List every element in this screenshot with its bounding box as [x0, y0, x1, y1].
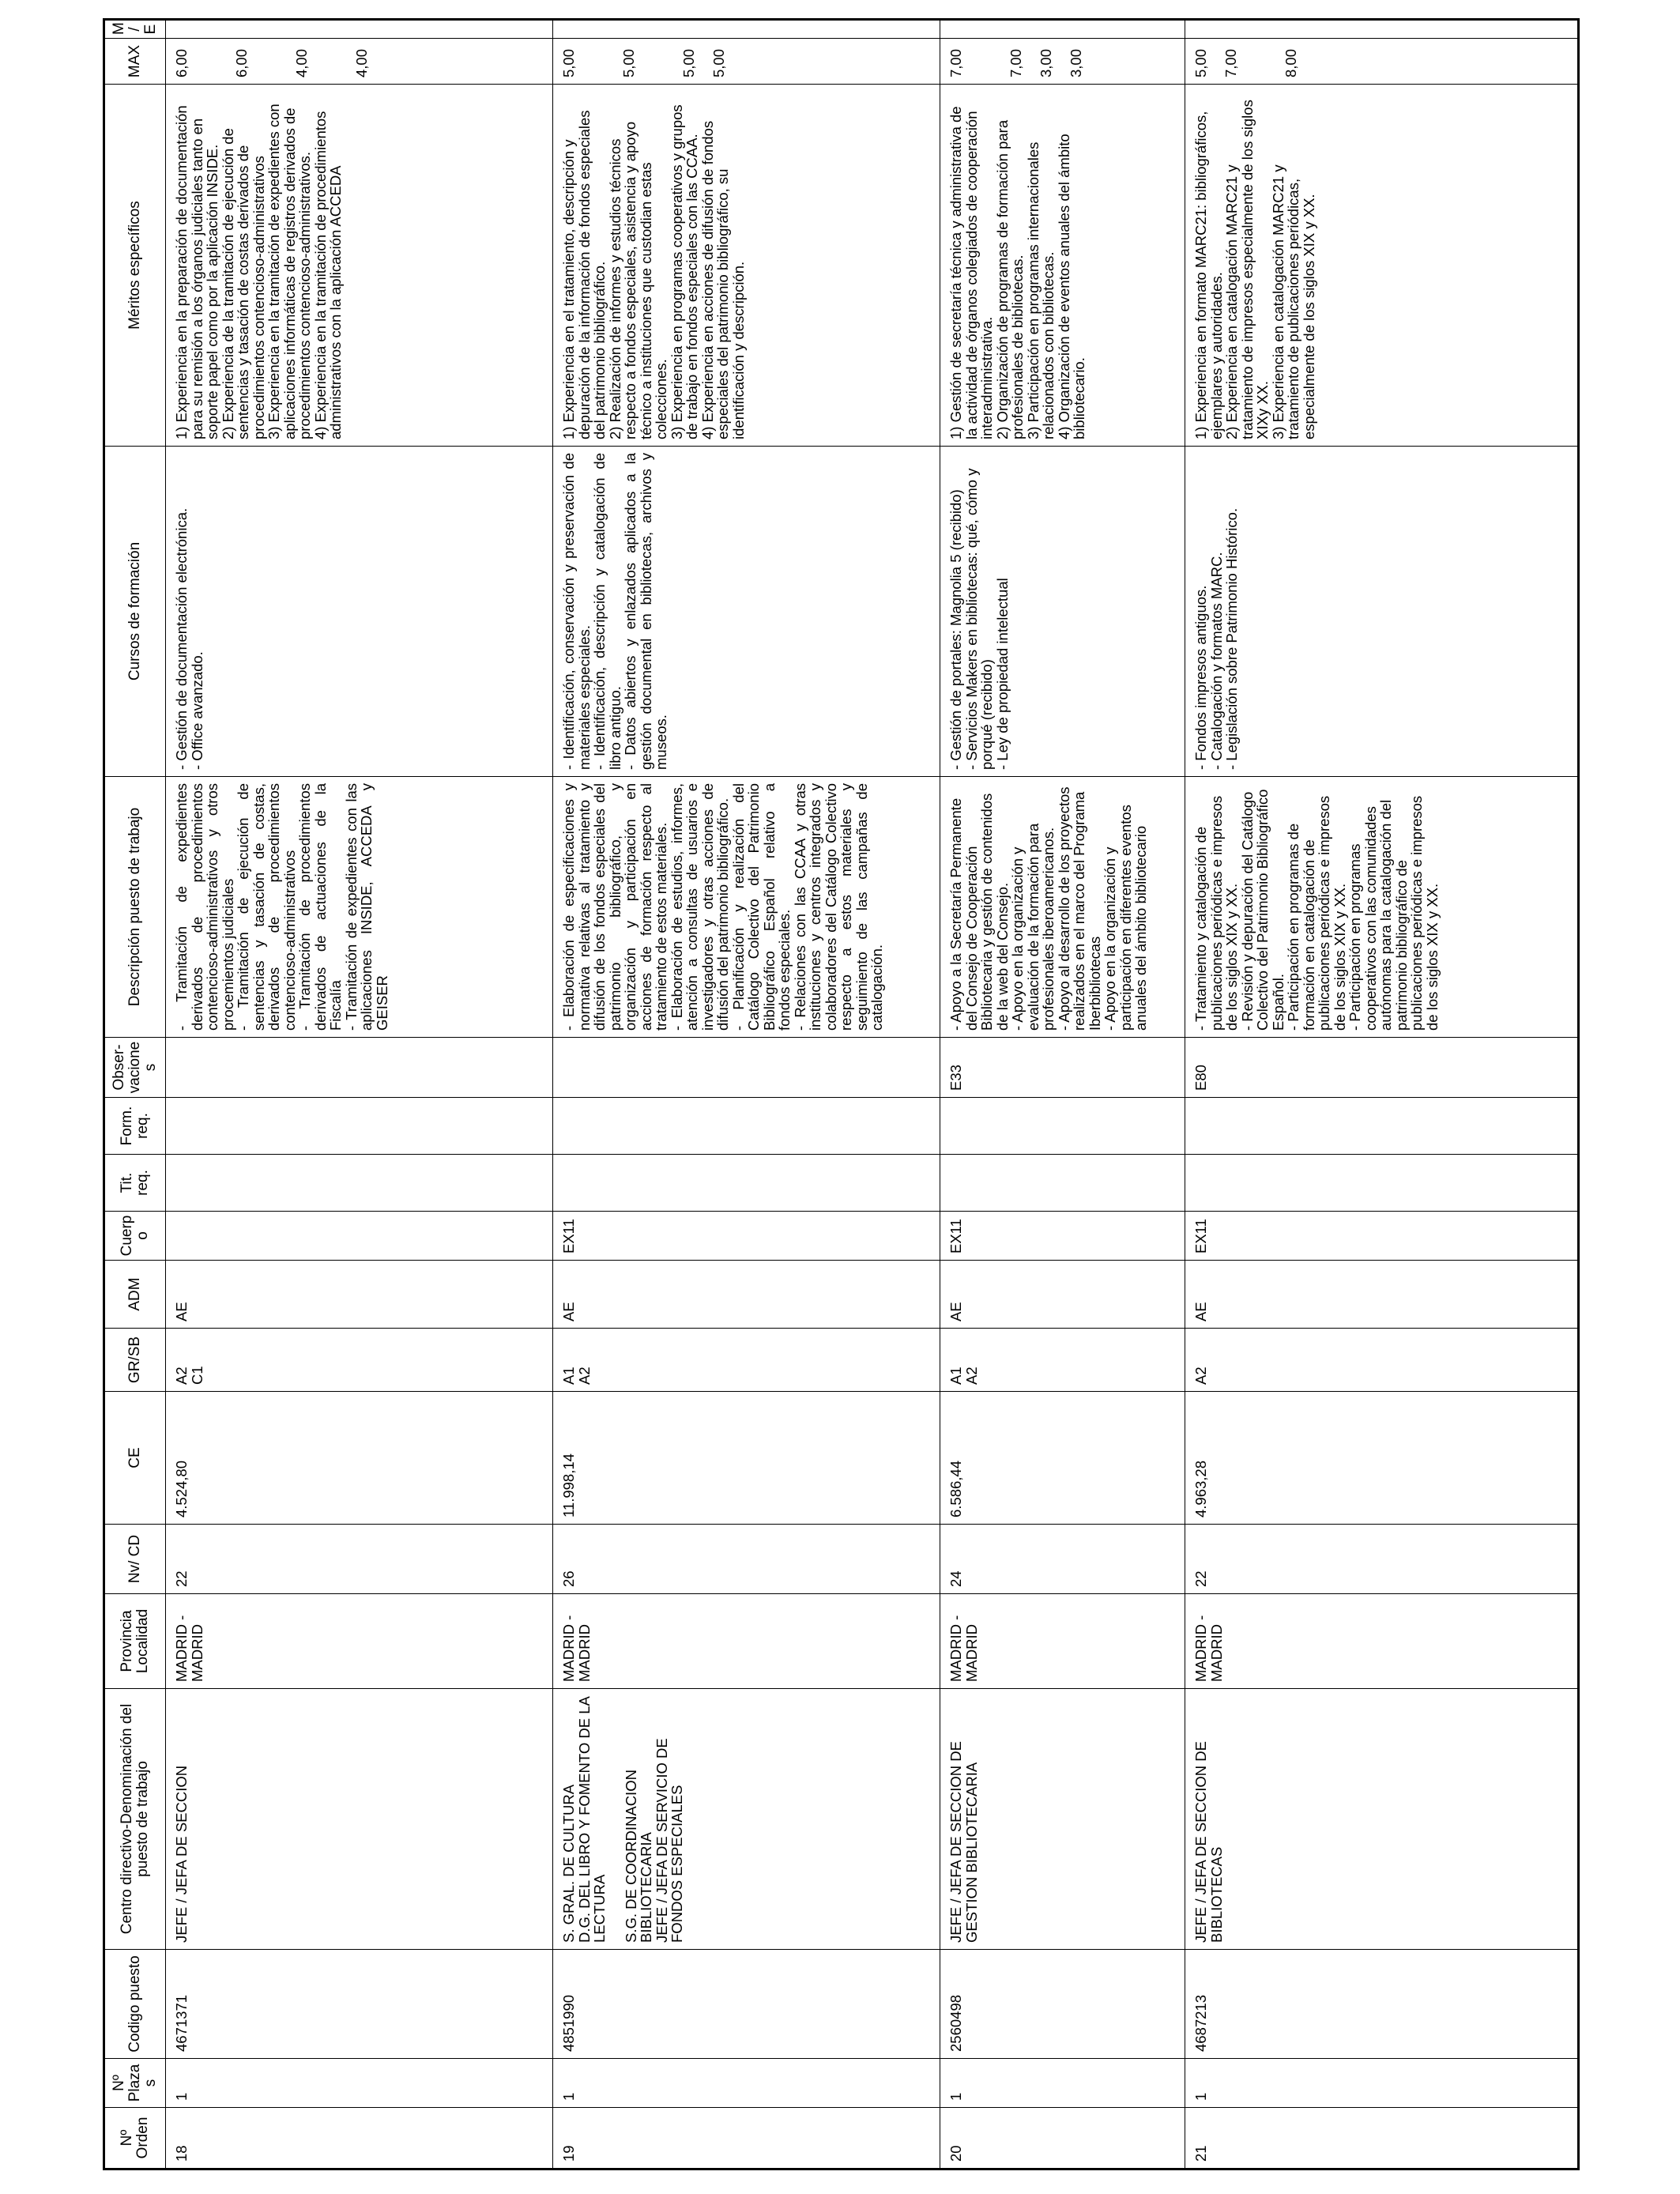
header-cursos: Cursos de formación	[104, 447, 166, 777]
cell-meritos: 1) Experiencia en la preparación de documentación para su remisión a los órganos judiciales tanto en soporte papel como por la aplicación INSIDE. 2) Experiencia de la tramitación de ejecución de sentencias y tasación de costas derivados de procedimientos contencioso-administrativos 3) Experiencia en la tramitación de expedientes con aplicaciones informáticas de registros derivados de procedimientos contencioso-administrativos. 4) Experiencia en la tramitación de procedimientos administrativos con la aplicación ACCEDA	[166, 85, 553, 447]
table-row	[940, 20, 1185, 2169]
cell-centro: JEFE / JEFA DE SECCION DE BIBLIOTECAS	[1185, 1689, 1579, 1950]
cell-obs	[553, 1038, 940, 1098]
cell-nivel: 24	[940, 1525, 1185, 1594]
header-max: MAX	[104, 39, 166, 85]
cell-cuerpo: EX11	[940, 1212, 1185, 1261]
cell-codigo: 2560498	[940, 1950, 1185, 2059]
centro-puesto: JEFE / JEFA DE SERVICIO DE FONDOS ESPECIALES	[653, 1738, 685, 1943]
cell-me	[553, 20, 940, 39]
cell-descripcion: - Elaboración de especificaciones y normativa relativas al tratamiento y difusión de los fondos especiales del patrimonio bibliográfico, y organización y participación en acciones de formación respecto al tratamiento de estos materiales. - Elaboración de estudios, informes, atención a consultas de usuarios e investigadores y otras acciones de difusión del patrimonio bibliográfico. - Planificación y realización del Catálogo Colectivo del Patrimonio Bibliográfico Español relativo a fondos especiales. - Relaciones con las CCAA y otras instituciones y centros integrados y colaboradores del Catálogo Colectivo respecto a estos materiales y seguimiento de las campañas de catalogación.	[553, 777, 940, 1038]
cell-centro: JEFE / JEFA DE SECCION	[166, 1689, 553, 1950]
cell-provincia: MADRID - MADRID	[553, 1594, 940, 1689]
cell-provincia: MADRID - MADRID	[940, 1594, 1185, 1689]
cell-nivel: 22	[1185, 1525, 1579, 1594]
cell-adm: AE	[1185, 1261, 1579, 1329]
cell-obs	[166, 1038, 553, 1098]
positions-table	[103, 18, 1580, 2170]
table-row	[166, 20, 553, 2169]
cell-cuerpo: EX11	[553, 1212, 940, 1261]
cell-orden: 20	[940, 2108, 1185, 2169]
rotated-page	[103, 21, 1571, 2170]
cell-tit	[940, 1155, 1185, 1212]
cell-grupo	[553, 1329, 940, 1392]
cell-ce: 6.586,44	[940, 1392, 1185, 1525]
cell-orden: 18	[166, 2108, 553, 2169]
header-cuerpo: Cuerpo	[104, 1212, 166, 1261]
cell-adm: AE	[940, 1261, 1185, 1329]
cell-cuerpo: EX11	[1185, 1212, 1579, 1261]
header-plazas: Nº Plazas	[104, 2059, 166, 2108]
max-value: 7,00	[947, 48, 964, 77]
max-value: 6,00	[233, 48, 250, 77]
cell-grupo	[1185, 1329, 1579, 1392]
cell-ce: 4.963,28	[1185, 1392, 1579, 1525]
max-value: 4,00	[353, 48, 370, 77]
cell-nivel: 22	[166, 1525, 553, 1594]
header-orden: Nº Orden	[104, 2108, 166, 2169]
cell-ce: 4.524,80	[166, 1392, 553, 1525]
cell-plazas: 1	[1185, 2059, 1579, 2108]
cell-form	[940, 1098, 1185, 1155]
header-tit: Tit. req.	[104, 1155, 166, 1212]
cell-grupo	[940, 1329, 1185, 1392]
grupo-line: A1	[947, 1367, 964, 1385]
cell-max	[166, 39, 553, 85]
header-centro: Centro directivo-Denominación del puesto de trabajo	[104, 1689, 166, 1950]
cell-tit	[553, 1155, 940, 1212]
cell-max	[553, 39, 940, 85]
cell-meritos: 1) Gestión de secretaría técnica y administrativa de la actividad de órganos colegiados de cooperación interadministrativa. 2) Organización de programas de formación para profesionales de bibliotecas. 3) Participación en programas internacionales relacionados con bibliotecas. 4) Organización de eventos anuales del ámbito bibliotecario.	[940, 85, 1185, 447]
centro-org-line: S.G. DE COORDINACION BIBLIOTECARIA	[622, 1770, 654, 1943]
cell-descripcion: - Tramitación de expedientes derivados de procedimientos contencioso-administrativos y otros procemientos judiciales - Tramitación de ejecución de sentencias y tasación de costas, derivados de procedimientos contencioso-administrativos - Tramitación de procedimientos derivados de actuaciones de la Fiscalía - Tramitación de expedientes con las aplicaciones INSIDE, ACCEDA y GEISER	[166, 777, 553, 1038]
cell-plazas: 1	[166, 2059, 553, 2108]
grupo-line: A2	[962, 1367, 980, 1385]
cell-obs: E80	[1185, 1038, 1579, 1098]
max-value: 7,00	[1222, 48, 1239, 77]
max-value: 5,00	[620, 48, 637, 77]
cell-provincia: MADRID - MADRID	[166, 1594, 553, 1689]
max-value: 5,00	[1192, 48, 1209, 77]
max-value: 4,00	[293, 48, 310, 77]
cell-codigo: 4671371	[166, 1950, 553, 2059]
cell-grupo	[166, 1329, 553, 1392]
cell-adm: AE	[166, 1261, 553, 1329]
cell-codigo: 4851990	[553, 1950, 940, 2059]
cell-centro: JEFE / JEFA DE SECCION DE GESTION BIBLIOTECARIA	[940, 1689, 1185, 1950]
cell-form	[553, 1098, 940, 1155]
grupo-line: A2	[575, 1367, 593, 1385]
cell-cursos: - Gestión de portales: Magnolia 5 (recibido) - Servicios Makers en bibliotecas: qué, cómo y porqué (recibido) - Ley de propiedad intelectual	[940, 447, 1185, 777]
cell-adm: AE	[553, 1261, 940, 1329]
grupo-line: A1	[560, 1367, 577, 1385]
header-grupo: GR/SB	[104, 1329, 166, 1392]
header-row	[104, 20, 166, 2169]
cell-descripcion: - Apoyo a la Secretaría Permanente del Consejo de Cooperación Bibliotecaria y gestión de contenidos de la web del Consejo. - Apoyo en la organización y evaluación de la formación para profesionales iberoamericanos. - Apoyo al desarrollo de los proyectos realizados en el marco del Programa Iberbibliotecas - Apoyo en la organización y participación en diferentes eventos anuales del ámbito bibliotecario	[940, 777, 1185, 1038]
max-value: 3,00	[1068, 48, 1084, 77]
cell-nivel: 26	[553, 1525, 940, 1594]
cell-orden: 21	[1185, 2108, 1579, 2169]
centro-org-line: S. GRAL. DE CULTURA	[560, 1784, 577, 1943]
cell-max	[1185, 39, 1579, 85]
table-row	[553, 20, 940, 2169]
max-value: 7,00	[1008, 48, 1024, 77]
cell-cursos: - Fondos impresos antiguos. - Catalogación y formatos MARC. - Legislación sobre Patrimonio Histórico.	[1185, 447, 1579, 777]
header-codigo: Codigo puesto	[104, 1950, 166, 2059]
header-provincia: Provincia Localidad	[104, 1594, 166, 1689]
cell-tit	[1185, 1155, 1579, 1212]
cell-me	[166, 20, 553, 39]
cell-ce: 11.998,14	[553, 1392, 940, 1525]
max-value: 3,00	[1038, 48, 1054, 77]
cell-cursos: - Identificación, conservación y preservación de materiales especiales. - Identificación, descripción y catalogación de libro antiguo. - Datos abiertos y enlazados aplicados a la gestión documental en bibliotecas, archivos y museos.	[553, 447, 940, 777]
cell-provincia: MADRID - MADRID	[1185, 1594, 1579, 1689]
cell-orden: 19	[553, 2108, 940, 2169]
header-meritos: Méritos específicos	[104, 85, 166, 447]
cell-plazas: 1	[940, 2059, 1185, 2108]
header-me: M/E	[104, 20, 166, 39]
cell-me	[1185, 20, 1579, 39]
header-adm: ADM	[104, 1261, 166, 1329]
max-value: 5,00	[710, 48, 727, 77]
cell-meritos: 1) Experiencia en el tratamiento, descripción y depuración de la información de fondos especiales del patrimonio bibliográfico. 2) Realización de informes y estudios técnicos respecto a fondos especiales, asistencia y apoyo técnico a instituciones que custodian estas colecciones. 3) Experiencia en programas cooperativos y grupos de trabajo en fondos especiales con las CCAA. 4) Experiencia en acciones de difusión de fondos especiales del patrimonio bibliográfico, su identificación y descripción.	[553, 85, 940, 447]
cell-cuerpo	[166, 1212, 553, 1261]
max-value: 8,00	[1283, 48, 1299, 77]
cell-plazas: 1	[553, 2059, 940, 2108]
cell-form	[1185, 1098, 1579, 1155]
cell-tit	[166, 1155, 553, 1212]
header-ce: CE	[104, 1392, 166, 1525]
cell-me	[940, 20, 1185, 39]
grupo-line: A2	[1192, 1367, 1209, 1385]
cell-centro	[553, 1689, 940, 1950]
cell-cursos: - Gestión de documentación electrónica. - Office avanzado.	[166, 447, 553, 777]
cell-obs: E33	[940, 1038, 1185, 1098]
cell-max	[940, 39, 1185, 85]
header-nivel: Nv/ CD	[104, 1525, 166, 1594]
header-obs: Obser-vaciones	[104, 1038, 166, 1098]
max-value: 6,00	[173, 48, 190, 77]
cell-descripcion: - Tratamiento y catalogación de publicaciones periódicas e impresos de los siglos XIX y XX. - Revisión y depuración del Catálogo Colectivo del Patrimonio Bibliográfico Español. - Participación en programas de formación en catalogación de publicaciones periódicas e impresos de los siglos XIX y XX. - Participación en programas cooperativos con las comunidades autónomas para la catalogación del patrimonio bibliográfico de publicaciones periódicas e impresos de los siglos XIX y XX.	[1185, 777, 1579, 1038]
cell-meritos: 1) Experiencia en formato MARC21: bibliográficos, ejemplares y autoridades. 2) Experiencia en catalogación MARC21 y tratamiento de impresos especialmente de los siglos XIXy XX. 3) Experiencia en catalogación MARC21 y tratamiento de publicaciones periódicas, especialmente de los siglos XIX y XX.	[1185, 85, 1579, 447]
table-row	[1185, 20, 1579, 2169]
cell-codigo: 4687213	[1185, 1950, 1579, 2059]
cell-form	[166, 1098, 553, 1155]
max-value: 5,00	[680, 48, 697, 77]
centro-org-line: D.G. DEL LIBRO Y FOMENTO DE LA LECTURA	[575, 1697, 608, 1943]
grupo-line: C1	[188, 1366, 205, 1385]
header-descripcion: Descripción puesto de trabajo	[104, 777, 166, 1038]
header-form: Form. req.	[104, 1098, 166, 1155]
max-value: 5,00	[560, 48, 577, 77]
grupo-line: A2	[173, 1367, 190, 1385]
